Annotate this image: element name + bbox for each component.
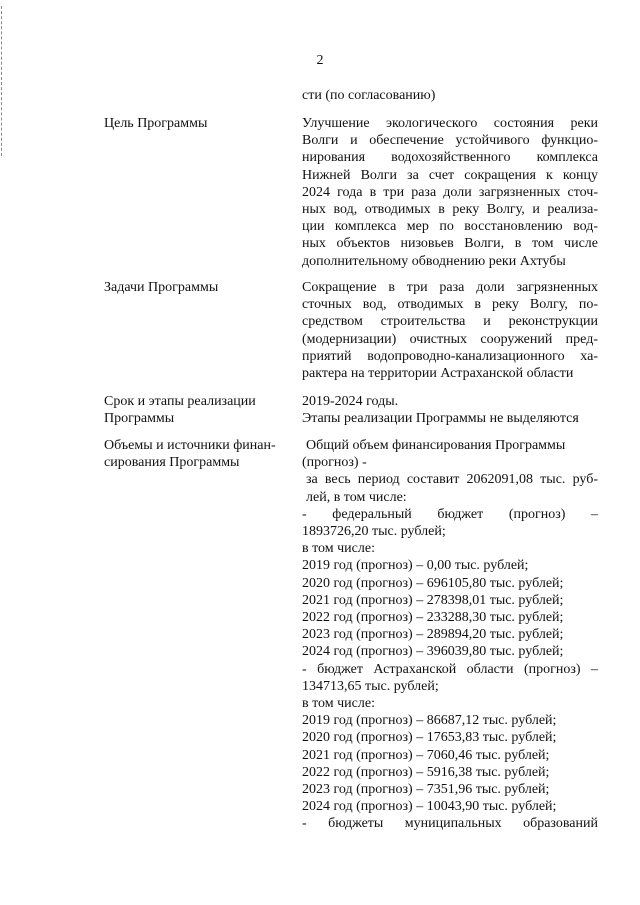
value-line: 2022 год (прогноз) – 233288,30 тыс. рублей; [302,610,564,626]
value-line: 2024 год (прогноз) – 10043,90 тыс. рублей; [302,799,557,815]
value-line: 2021 год (прогноз) – 278398,01 тыс. рублей; [302,592,564,608]
label-line: Цель Программы [104,116,208,131]
value-line: (модернизации) очистных сооружений пред- [302,331,598,347]
value-line: в том числе: [302,696,375,712]
continuation-line: сти (по согласованию) [302,88,436,103]
value-line: за весь период составит 2062091,08 тыс. руб- [306,472,598,488]
row-label [104,279,290,296]
label-line: сирования Программы [104,455,240,471]
label-line: Объемы и источники финан- [104,438,276,453]
value-line: - федеральный бюджет (прогноз) – [302,506,598,522]
value-line: средством строительства и реконструкции [302,314,598,330]
value-line: 2023 год (прогноз) – 289894,20 тыс. рублей; [302,627,564,643]
value-line: Этапы реализации Программы не выделяются [302,411,579,427]
value-line: Волги и обеспечение устойчивого функцио- [302,133,598,149]
value-line: (прогноз) - [302,455,367,471]
value-line: дополнительному обводнению реки Ахтубы [302,253,566,269]
value-line: сточных вод, отводимых в реку Волгу, по- [302,297,598,313]
row-value [302,279,598,382]
value-line: в том числе: [302,541,375,557]
value-line: Общий объем финансирования Программы [306,438,566,453]
value-line: ных объектов низовьев Волги, в том числе [302,236,598,252]
value-line: 2019 год (прогноз) – 0,00 тыс. рублей; [302,558,529,574]
value-line: ции комплекса мер по восстановлению вод- [302,219,598,235]
left-margin-line [1,6,3,156]
value-line: - бюджет Астраханской области (прогноз) – [302,661,598,677]
row-label [104,437,290,471]
label-line: Программы [104,411,175,427]
row-label [104,115,290,132]
row-value [302,393,598,427]
row-label [104,393,290,427]
row-value [302,437,598,833]
value-line: 1893726,20 тыс. рублей; [302,524,446,540]
value-line: нирования водохозяйственного комплекса [302,150,598,166]
value-line: - бюджеты муниципальных образований [302,816,598,832]
value-line: Улучшение экологического состояния реки [302,116,598,131]
value-line: лей, в том числе: [306,489,407,505]
value-line: ных вод, отводимых в реку Волгу, и реализа- [302,202,598,218]
value-line: 2019-2024 годы. [302,394,399,409]
value-line: Сокращение в три раза доли загрязненных [302,280,598,295]
value-line: Нижней Волги за счет сокращения к концу [302,167,598,183]
value-line: 2024 года в три раза доли загрязненных сточ- [302,184,598,200]
value-line: 2020 год (прогноз) – 17653,83 тыс. рублей; [302,730,557,746]
value-line: 2023 год (прогноз) – 7351,96 тыс. рублей; [302,782,550,798]
value-line: 2022 год (прогноз) – 5916,38 тыс. рублей; [302,764,550,780]
value-line: 2021 год (прогноз) – 7060,46 тыс. рублей; [302,747,550,763]
value-line: рактера на территории Астраханской области [302,366,574,382]
row-value [302,115,598,270]
value-line: приятий водопроводно-канализационного ха- [302,348,598,364]
label-line: Срок и этапы реализации [104,394,256,409]
continuation-text [302,87,598,104]
value-line: 134713,65 тыс. рублей; [302,678,439,694]
value-line: 2020 год (прогноз) – 696105,80 тыс. рублей; [302,575,564,591]
page-number: 2 [316,53,324,68]
label-line: Задачи Программы [104,280,219,295]
value-line: 2024 год (прогноз) – 396039,80 тыс. рублей; [302,644,564,660]
value-line: 2019 год (прогноз) – 86687,12 тыс. рублей; [302,713,557,729]
